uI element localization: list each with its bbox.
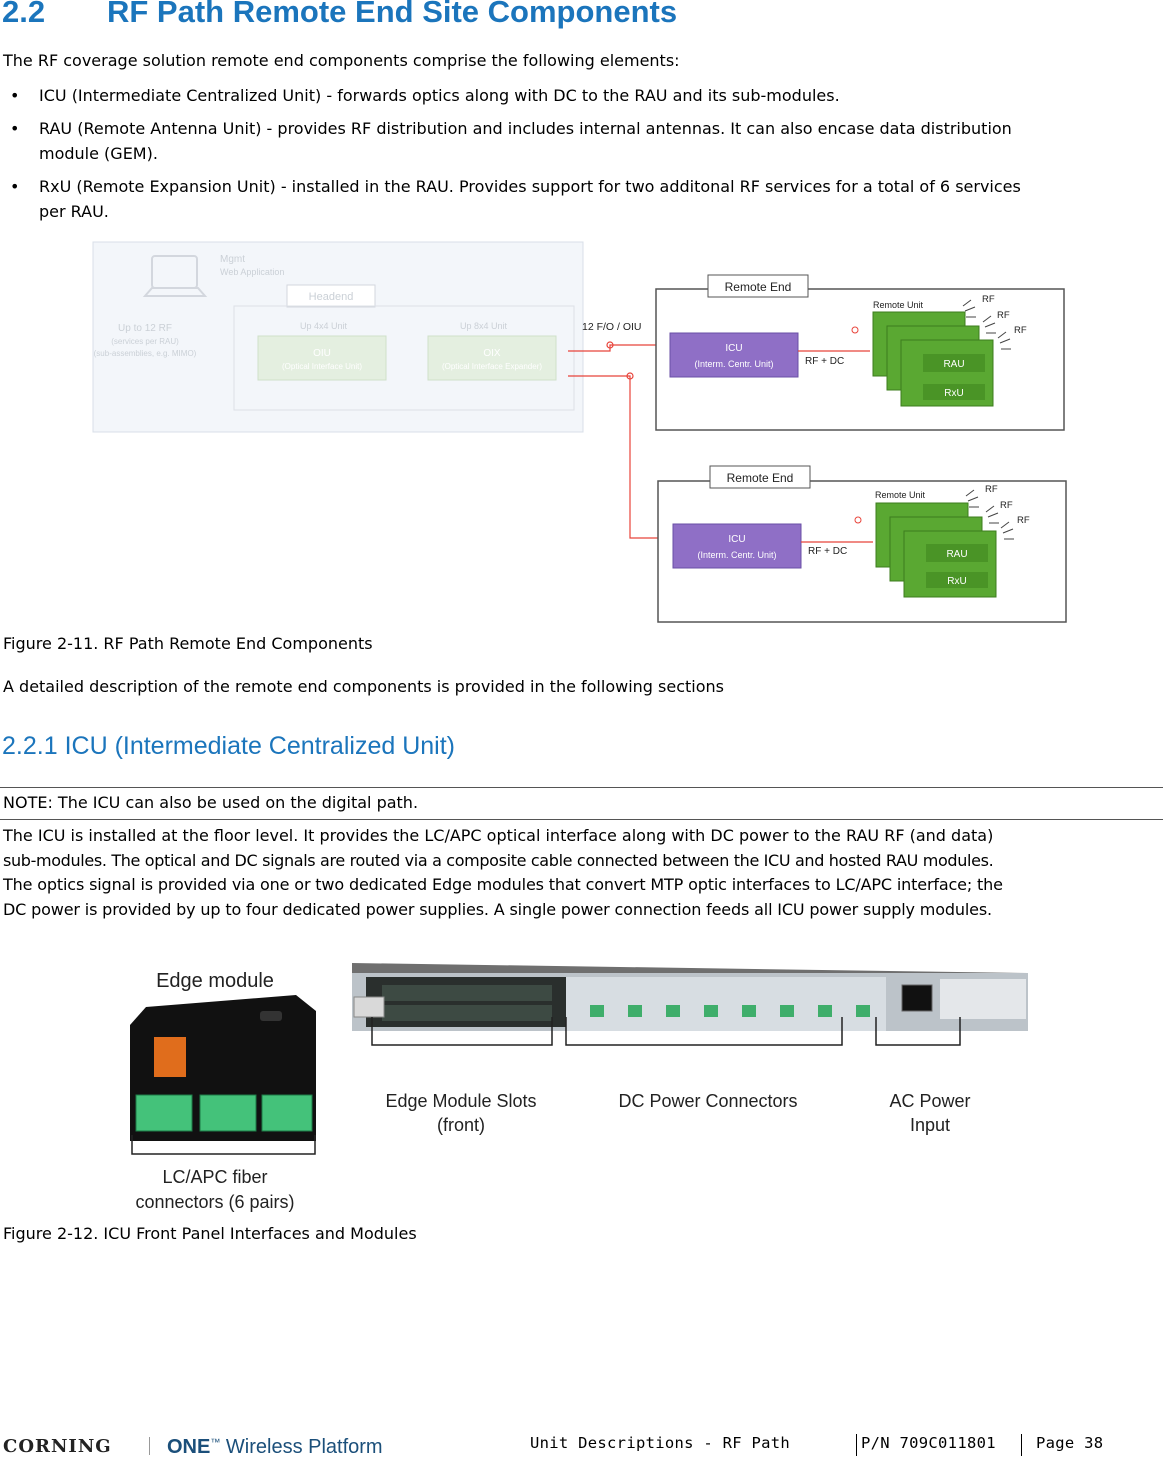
lc-apc-label-1: LC/APC fiber — [162, 1167, 268, 1187]
faded-oiu-sub: (Optical Interface Unit) — [281, 362, 363, 371]
bullet-line: RAU (Remote Antenna Unit) - provides RF distribution and includes internal antennas. It can also encase data distribution — [39, 119, 1012, 138]
section-number: 2.2 — [2, 0, 46, 29]
footer-divider — [856, 1434, 857, 1456]
bullet-line: module (GEM). — [39, 143, 158, 163]
edge-module-label: Edge module — [156, 970, 274, 992]
rau-label: RAU — [946, 549, 968, 560]
logo-one: ONE — [167, 1436, 211, 1458]
rxu-label: RxU — [947, 576, 967, 587]
dc-power-label: DC Power Connectors — [618, 1091, 798, 1111]
body-line: The optics signal is provided via one or two dedicated Edge modules that convert MTP optic interfaces to LC/APC interface; the — [3, 875, 1003, 894]
faded-unit-right: Up 8x4 Unit — [460, 321, 508, 331]
subsection-heading — [2, 732, 455, 761]
rf-label: RF — [985, 484, 998, 495]
icu-front-panel-figure — [120, 955, 1040, 1217]
edge-module-image — [130, 995, 316, 1141]
bullet-dot: • — [10, 86, 20, 105]
faded-headend: Headend — [308, 291, 354, 303]
footer-section: Unit Descriptions - RF Path — [530, 1434, 791, 1452]
corning-logo: CORNING — [3, 1436, 112, 1457]
intro-text: The RF coverage solution remote end components comprise the following elements: — [3, 51, 680, 70]
rf-label: RF — [1000, 500, 1013, 511]
ac-power-label-2: Input — [909, 1115, 951, 1135]
bullet-dot: • — [10, 177, 20, 196]
rf-dc-label: RF + DC — [808, 546, 848, 557]
figure2-caption: Figure 2-12. ICU Front Panel Interfaces and Modules — [3, 1224, 417, 1243]
section-heading — [2, 0, 677, 30]
bullet-rxu — [39, 175, 1021, 224]
faded-upto12-sub2: (sub-assemblies, e.g. MIMO) — [93, 349, 197, 358]
icu-label: ICU — [728, 534, 746, 545]
ac-power-label-1: AC Power — [889, 1091, 971, 1111]
divider — [0, 787, 1163, 788]
remote-end-label: Remote End — [726, 471, 794, 485]
footer-divider — [1021, 1434, 1022, 1456]
bullet-line: RxU (Remote Expansion Unit) - installed in the RAU. Provides support for two additonal RF services for a total of 6 services — [39, 177, 1021, 196]
faded-mgmt-sub: Web Application — [220, 267, 285, 277]
one-wireless-logo — [167, 1436, 383, 1459]
rf-label: RF — [997, 310, 1010, 321]
logo-tm: ™ — [210, 1437, 221, 1449]
faded-upto12-sub1: (services per RAU) — [111, 337, 179, 346]
after-figure1-text: A detailed description of the remote end components is provided in the following sections — [3, 677, 724, 696]
bullet-line: ICU (Intermediate Centralized Unit) - forwards optics along with DC to the RAU and its sub-modules. — [39, 86, 840, 105]
bullet-dot: • — [10, 119, 20, 138]
icu-sub-label: (Interm. Centr. Unit) — [694, 359, 774, 369]
note-text: NOTE: The ICU can also be used on the digital path. — [3, 793, 419, 812]
rf-label: RF — [1017, 515, 1030, 526]
faded-oix: OIX — [483, 348, 501, 359]
link-label: 12 F/O / OIU — [582, 321, 642, 333]
subsection-number: 2.2.1 — [2, 732, 58, 760]
body-line: sub-modules. The optical and DC signals are routed via a composite cable connected between the ICU and hosted RAU modules. — [3, 850, 994, 870]
icu-chassis-image — [352, 963, 1028, 1031]
rau-label: RAU — [943, 359, 965, 370]
icu-label: ICU — [725, 343, 743, 354]
body-line: The ICU is installed at the floor level. It provides the LC/APC optical interface along with DC power to the RAU RF (and data) — [3, 826, 994, 845]
rf-label: RF — [1014, 325, 1027, 336]
faded-mgmt: Mgmt — [220, 254, 245, 265]
footer-page-number: Page 38 — [1036, 1434, 1104, 1452]
bullet-rau — [39, 117, 1012, 166]
logo-divider — [149, 1437, 150, 1455]
lc-apc-label-2: connectors (6 pairs) — [135, 1192, 295, 1212]
icu-sub-label: (Interm. Centr. Unit) — [697, 550, 777, 560]
logo-platform: Wireless Platform — [220, 1436, 383, 1458]
remote-end-diagram — [90, 238, 1080, 626]
faded-headend-area — [93, 242, 583, 432]
remote-end-2 — [658, 466, 1066, 622]
faded-unit-left: Up 4x4 Unit — [300, 321, 348, 331]
footer-part-number: P/N 709C011801 — [861, 1434, 996, 1452]
rxu-label: RxU — [944, 388, 964, 399]
body-line: DC power is provided by up to four dedicated power supplies. A single power connection feeds all ICU power supply modules. — [3, 899, 992, 919]
bullet-icu — [39, 84, 840, 109]
slots-label-1: Edge Module Slots — [385, 1091, 537, 1111]
divider — [0, 819, 1163, 820]
icu-description — [3, 824, 1163, 922]
subsection-title: ICU (Intermediate Centralized Unit) — [64, 732, 455, 760]
slots-label-2: (front) — [436, 1115, 486, 1135]
remote-unit-label: Remote Unit — [875, 490, 926, 500]
faded-upto12: Up to 12 RF — [118, 323, 172, 334]
remote-end-1 — [656, 275, 1064, 430]
remote-unit-label: Remote Unit — [873, 300, 924, 310]
bullet-line: per RAU. — [39, 201, 109, 221]
remote-end-label: Remote End — [724, 280, 792, 294]
rf-dc-label: RF + DC — [805, 356, 845, 367]
section-title: RF Path Remote End Site Components — [107, 0, 678, 29]
rf-label: RF — [982, 294, 995, 305]
faded-oiu: OIU — [313, 348, 331, 359]
figure1-caption: Figure 2-11. RF Path Remote End Components — [3, 634, 373, 653]
faded-oix-sub: (Optical Interface Expander) — [441, 362, 543, 371]
